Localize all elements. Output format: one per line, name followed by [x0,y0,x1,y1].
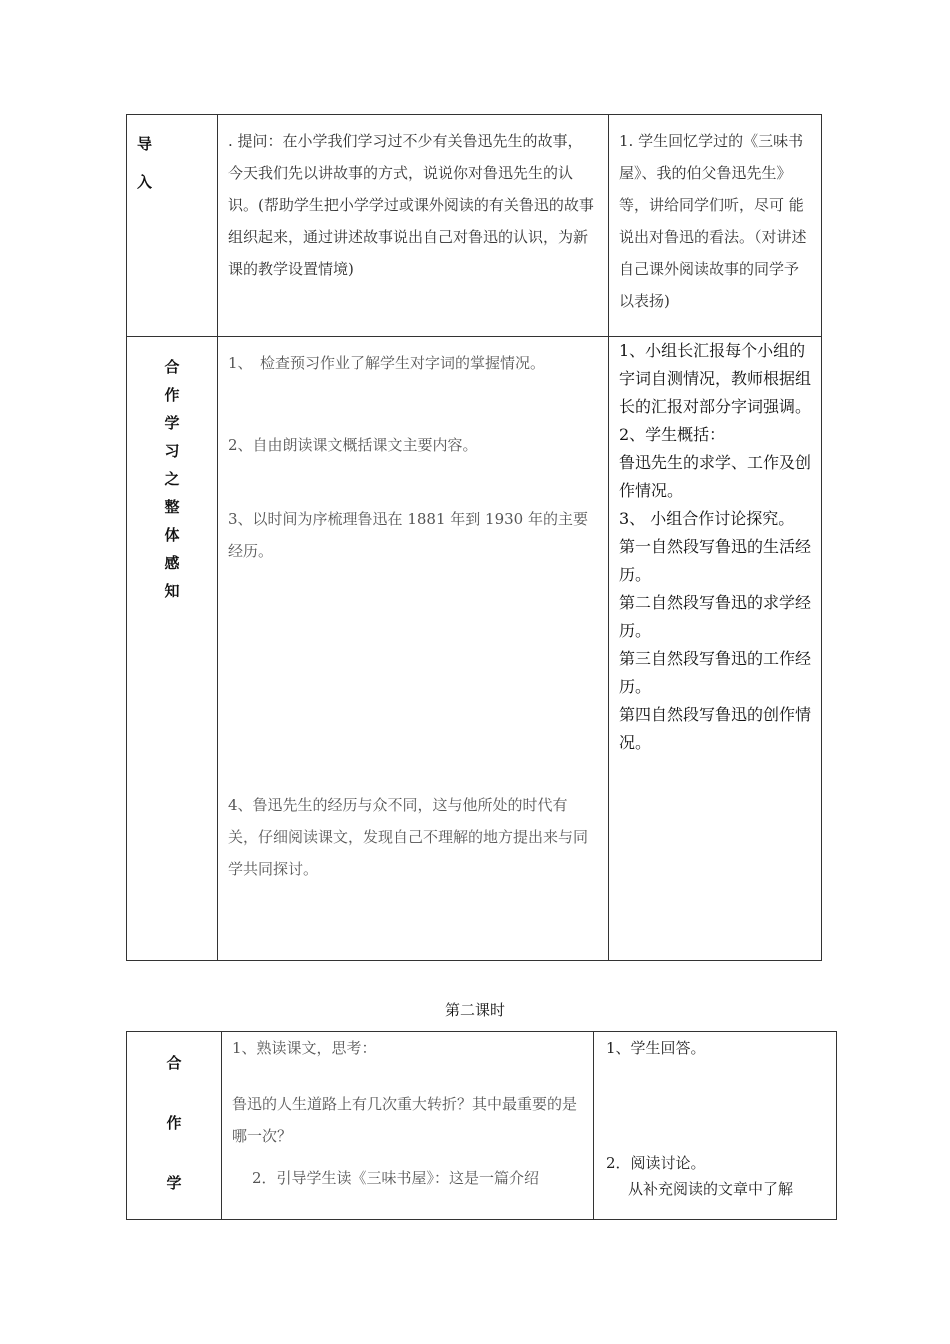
coop-teacher-item: 2、自由朗读课文概括课文主要内容。 [228,436,478,454]
section-char: 知 [164,582,180,600]
section-char: 整 [164,498,180,516]
lesson-table-1 [126,114,822,961]
intro-section-cell [127,115,218,337]
coop2-teacher-item: 2．引导学生读《三味书屋》：这是一篇介绍 [252,1169,540,1187]
section-char: 作 [164,386,180,404]
intro-student-text: 1. 学生回忆学过的《三味书屋》、我的伯父鲁迅先生》等，讲给同学们听，尽可 能说出对鲁迅的看法。（对讲述自己课外阅读故事的同学予以表扬) [619,132,807,310]
coop-student-item: 鲁迅先生的求学、工作及创作情况。 [619,453,812,500]
coop-student-item: 第二自然段写鲁迅的求学经历。 [619,593,812,640]
coop-student-item: 第四自然段写鲁迅的创作情况。 [619,705,812,752]
coop-student-item: 3、 小组合作讨论探究。 [619,509,795,528]
section-char: 学 [164,414,180,432]
coop-section-cell [127,337,218,961]
section-char: 学 [166,1174,182,1192]
coop-student-cell [609,337,822,961]
coop-teacher-item: 4、鲁迅先生的经历与众不同，这与他所处的时代有关，仔细阅读课文，发现自己不理解的地方提出来与同学共同探讨。 [228,796,589,878]
coop2-teacher-item: 1、熟读课文，思考： [232,1039,377,1057]
section-char: 导 [137,135,153,153]
intro-teacher-text: . 提问：在小学我们学习过不少有关鲁迅先生的故事，今天我们先以讲故事的方式，说说你对鲁迅先生的认识。(帮助学生把小学学过或课外阅读的有关鲁迅的故事组织起来，通过讲述故事说出自己对鲁迅的认识，为新课的教学设置情境) [228,132,594,278]
coop-student-item: 第一自然段写鲁迅的生活经历。 [619,537,812,584]
lesson-table-2 [126,1031,837,1220]
section-char: 合 [166,1054,182,1072]
coop2-student-item: 2．阅读讨论。 [606,1154,706,1172]
section-char: 感 [164,554,180,572]
section-char: 入 [137,173,153,191]
coop-student-item: 1、小组长汇报每个小组的字词自测情况，教师根据组长的汇报对部分字词强调。 [619,341,812,416]
section-char: 合 [164,358,180,376]
coop2-student-cell [594,1032,837,1220]
coop-student-item: 第三自然段写鲁迅的工作经历。 [619,649,812,696]
section-char: 作 [166,1114,182,1132]
coop2-student-item: 1、学生回答。 [606,1039,706,1057]
coop-row [127,337,822,961]
intro-student-cell [609,115,822,337]
coop-student-item: 2、学生概括： [619,425,726,444]
section-char: 习 [164,442,180,460]
coop2-teacher-item: 鲁迅的人生道路上有几次重大转折？其中最重要的是哪一次？ [232,1095,578,1145]
section-char: 体 [164,526,180,544]
intro-row [127,115,822,337]
coop-row-2 [127,1032,837,1220]
section-subtitle: 第二课时 [444,1001,505,1019]
coop-teacher-cell [218,337,609,961]
coop2-section-cell [127,1032,222,1220]
coop-teacher-item: 3、以时间为序梳理鲁迅在 1881 年到 1930 年的主要经历。 [228,510,588,560]
coop-teacher-item: 1、 检查预习作业了解学生对字词的掌握情况。 [228,354,546,372]
coop2-teacher-cell [222,1032,594,1220]
intro-teacher-cell [218,115,609,337]
coop2-student-item: 从补充阅读的文章中了解 [628,1180,794,1198]
section-char: 之 [164,470,180,488]
